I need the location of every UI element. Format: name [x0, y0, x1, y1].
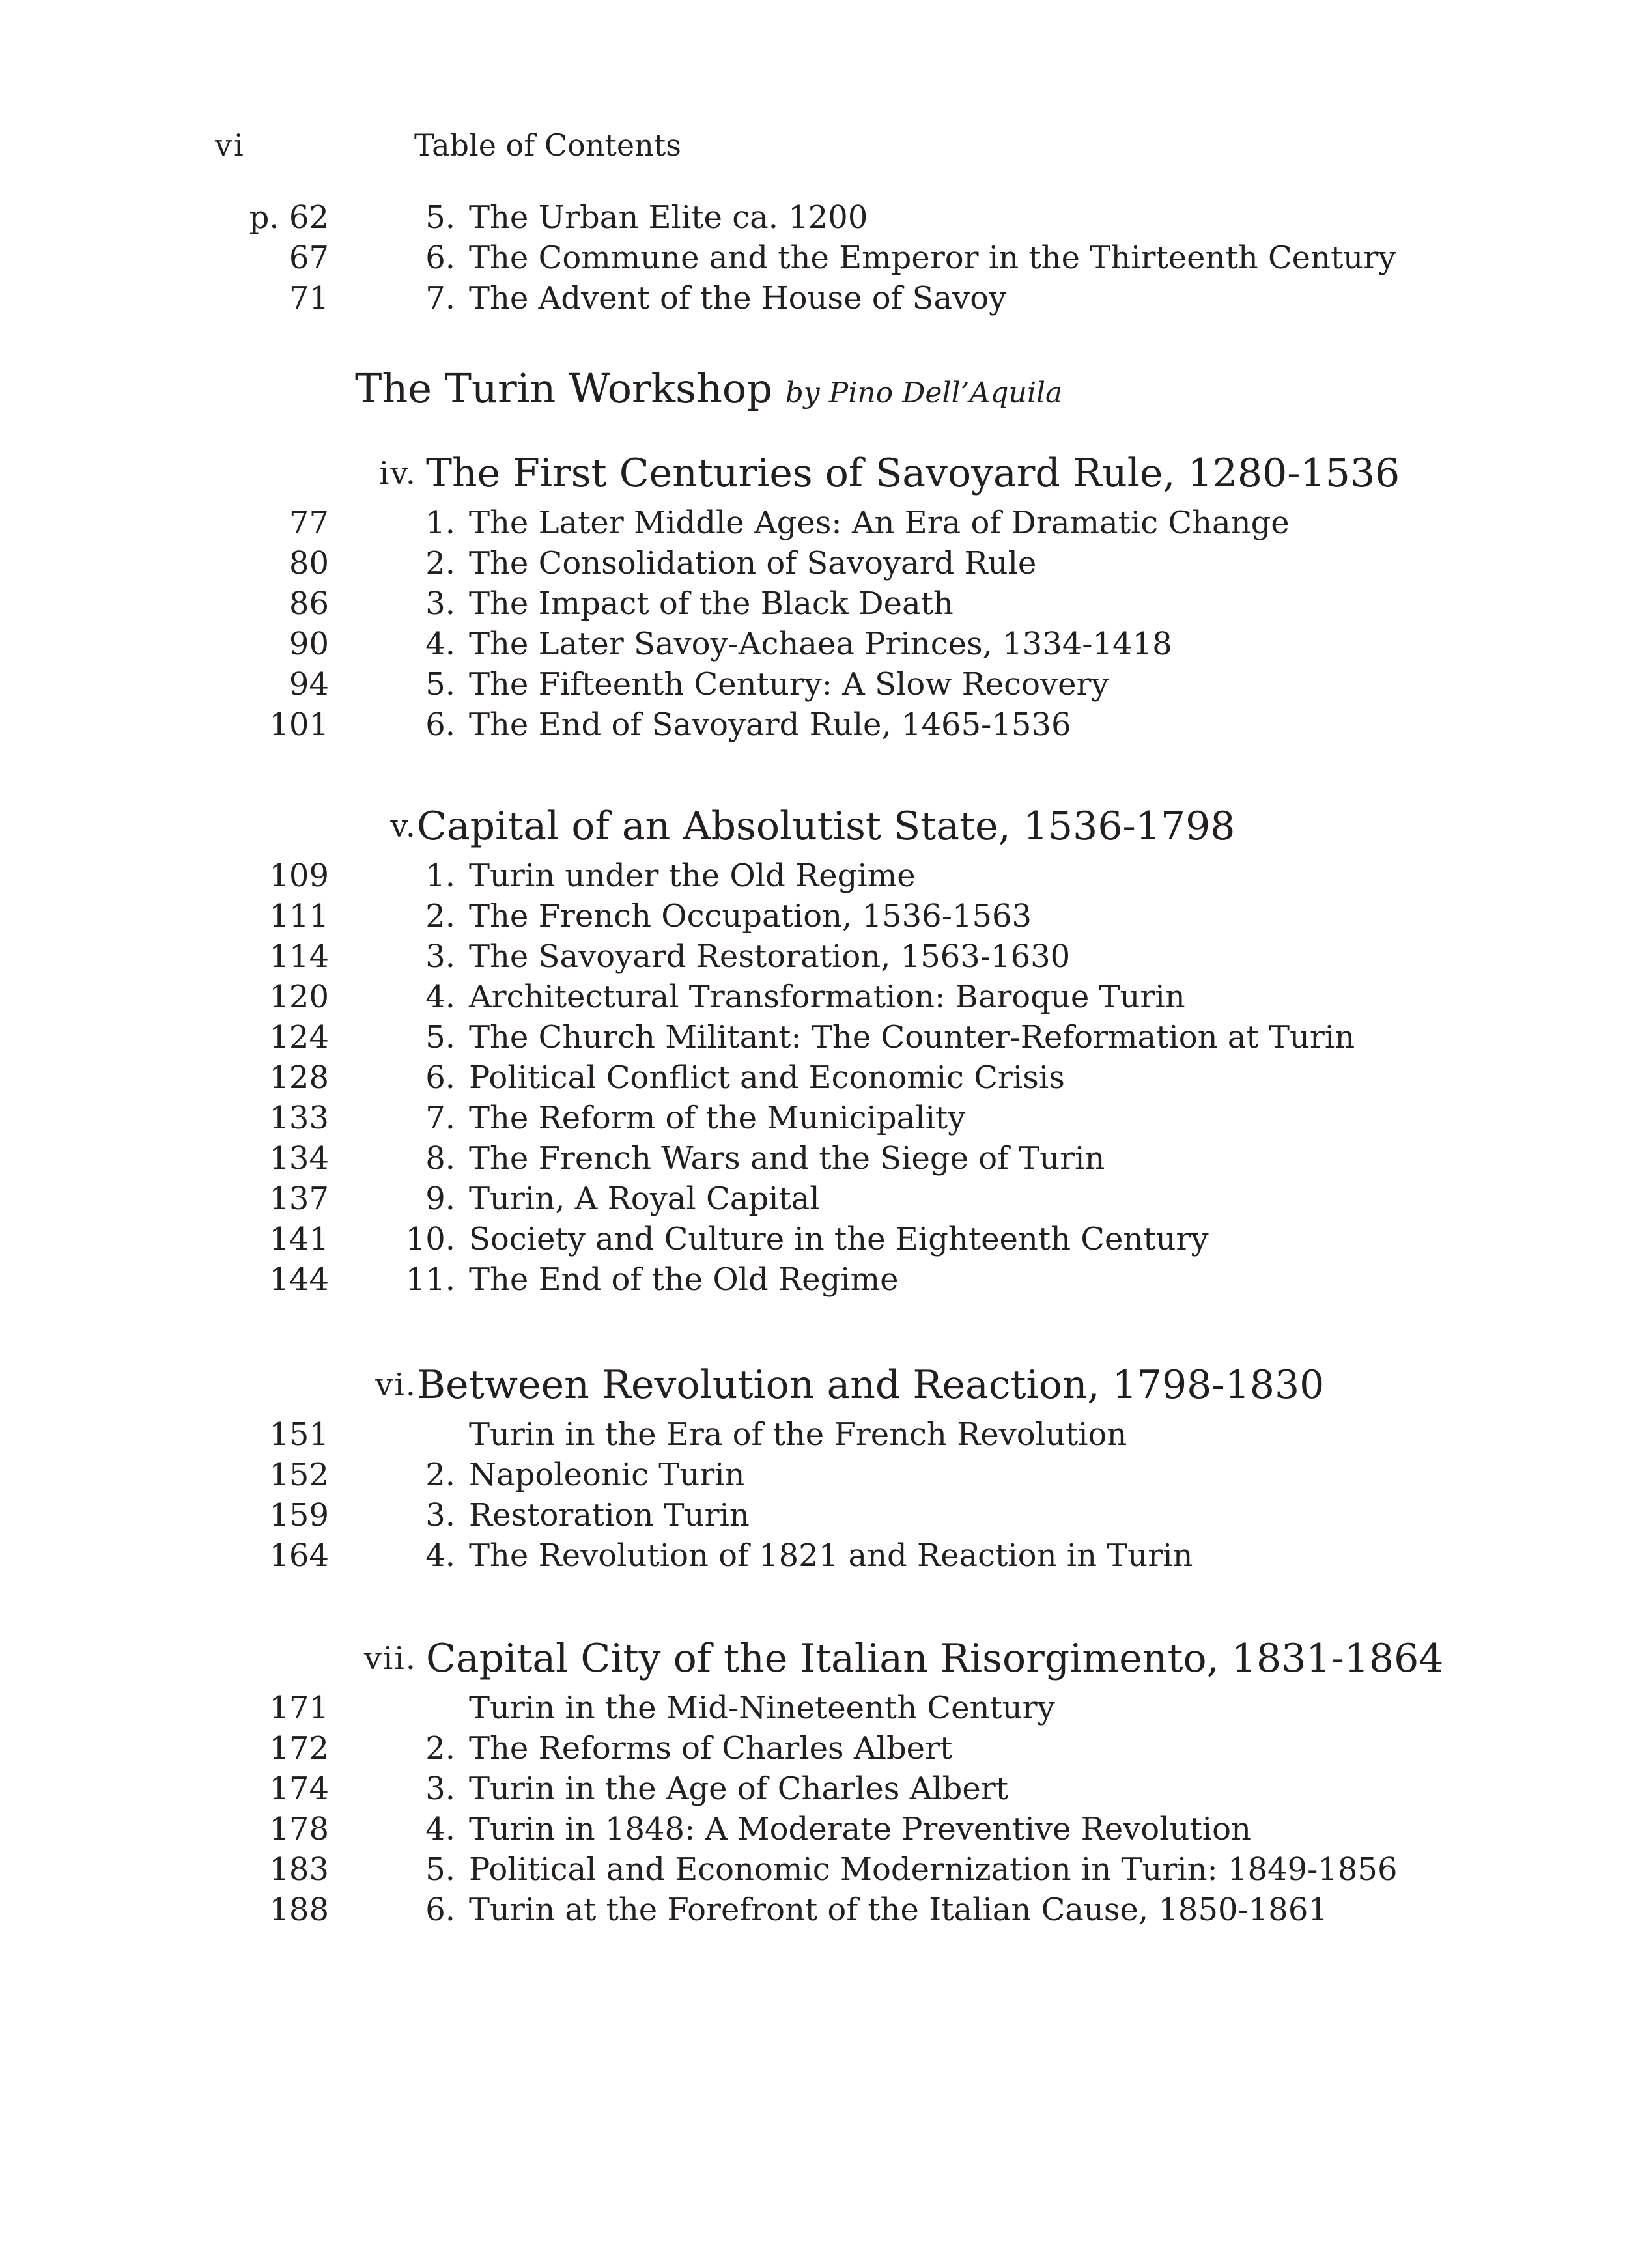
toc-entry [0, 1455, 1625, 1495]
entry-page: 151 [269, 1416, 329, 1453]
entry-page: 109 [269, 858, 329, 894]
entry-title: The Savoyard Restoration, 1563-1630 [469, 938, 1071, 975]
entry-title: The French Wars and the Siege of Turin [469, 1140, 1105, 1177]
entry-page: 77 [289, 505, 329, 541]
entry-page: 114 [269, 938, 329, 975]
entry-page: 67 [289, 240, 329, 276]
toc-entry [0, 936, 1625, 977]
entry-number: 11. [405, 1261, 455, 1298]
entry-page: 137 [269, 1181, 329, 1217]
entry-page: 80 [289, 545, 329, 581]
entry-number: 3. [425, 1497, 455, 1533]
entry-title: Architectural Transformation: Baroque Turin [469, 979, 1185, 1015]
entry-page: 90 [289, 626, 329, 662]
top-entries [0, 197, 1625, 318]
entry-number: 3. [425, 1771, 455, 1807]
entry-number: 6. [425, 240, 455, 276]
chapter-heading [0, 1356, 1625, 1414]
entry-title: The End of Savoyard Rule, 1465-1536 [469, 707, 1071, 743]
chapter-title: Capital City of the Italian Risorgimento, 1831-1864 [426, 1636, 1444, 1681]
toc-entry [0, 1688, 1625, 1728]
toc-entry [0, 1890, 1625, 1930]
toc-entry [0, 977, 1625, 1017]
entry-title: The Later Middle Ages: An Era of Dramatic Change [469, 505, 1290, 541]
entry-title: Turin in the Era of the French Revolution [469, 1416, 1127, 1453]
chapter-vi [0, 1356, 1625, 1576]
entry-number: 7. [425, 280, 455, 316]
chapter-roman: vii. [363, 1640, 417, 1677]
entry-number: 6. [425, 707, 455, 743]
toc-entry [0, 624, 1625, 664]
entry-page: 133 [269, 1100, 329, 1136]
entry-page: 171 [269, 1690, 329, 1726]
chapter-roman: v. [390, 808, 417, 845]
chapter-roman: vi. [375, 1367, 417, 1403]
entry-title: Political and Economic Modernization in Turin: 1849-1856 [469, 1851, 1398, 1888]
entry-page: 172 [269, 1730, 329, 1767]
toc-entry [0, 664, 1625, 705]
entry-page: 144 [269, 1261, 329, 1298]
entry-title: The Fifteenth Century: A Slow Recovery [469, 666, 1109, 703]
entry-title: Society and Culture in the Eighteenth Century [469, 1221, 1209, 1257]
chapter-heading [0, 1629, 1625, 1688]
entry-title: The Church Militant: The Counter-Reformation at Turin [469, 1019, 1355, 1056]
entry-number: 10. [405, 1221, 455, 1257]
chapter-title: Between Revolution and Reaction, 1798-1830 [417, 1362, 1325, 1408]
toc-entry [0, 896, 1625, 936]
entry-number: 5. [425, 1019, 455, 1056]
entry-number: 9. [425, 1181, 455, 1217]
entry-number: 6. [425, 1059, 455, 1096]
entry-number: 4. [425, 626, 455, 662]
entry-title: The French Occupation, 1536-1563 [469, 898, 1032, 934]
section-heading-workshop [355, 365, 1062, 412]
toc-entry [0, 1809, 1625, 1849]
entry-number: 2. [425, 545, 455, 581]
workshop-byline: by Pino Dell’Aquila [785, 376, 1063, 410]
entry-page: 174 [269, 1771, 329, 1807]
entry-page: 183 [269, 1851, 329, 1888]
toc-entry [0, 1535, 1625, 1576]
entry-page: 178 [269, 1811, 329, 1847]
toc-entry [0, 503, 1625, 543]
toc-entry [0, 1017, 1625, 1057]
entry-title: Political Conflict and Economic Crisis [469, 1059, 1065, 1096]
toc-entry [0, 583, 1625, 624]
entry-title: The Reforms of Charles Albert [469, 1730, 953, 1767]
entry-number: 1. [425, 505, 455, 541]
toc-entry [0, 278, 1625, 318]
chapter-roman: iv. [378, 455, 417, 492]
entry-page: 141 [269, 1221, 329, 1257]
entry-title: Restoration Turin [469, 1497, 750, 1533]
entry-page: 111 [269, 898, 329, 934]
entry-page: 124 [269, 1019, 329, 1056]
entry-number: 4. [425, 979, 455, 1015]
entry-page: 159 [269, 1497, 329, 1533]
toc-entry [0, 238, 1625, 278]
entry-title: Turin in the Mid-Nineteenth Century [469, 1690, 1055, 1726]
toc-entry [0, 1098, 1625, 1138]
toc-entry [0, 1769, 1625, 1809]
entry-number: 5. [425, 666, 455, 703]
toc-entry [0, 1259, 1625, 1300]
entry-number: 2. [425, 1457, 455, 1493]
entry-number: 4. [425, 1537, 455, 1574]
entry-title: The Revolution of 1821 and Reaction in Turin [469, 1537, 1193, 1574]
entry-title: The Advent of the House of Savoy [469, 280, 1007, 316]
folio: vi [215, 128, 246, 163]
entry-title: Turin, A Royal Capital [469, 1181, 820, 1217]
entry-title: The Reform of the Municipality [469, 1100, 966, 1136]
chapter-iv [0, 444, 1625, 745]
workshop-title: The Turin Workshop [355, 365, 772, 412]
entry-title: Turin under the Old Regime [469, 858, 916, 894]
chapter-title: Capital of an Absolutist State, 1536-1798 [417, 804, 1236, 849]
toc-entry [0, 1728, 1625, 1769]
toc-entry [0, 1179, 1625, 1219]
entry-page: 152 [269, 1457, 329, 1493]
entry-number: 8. [425, 1140, 455, 1177]
toc-entry [0, 197, 1625, 238]
toc-entry [0, 1057, 1625, 1098]
entry-page: 128 [269, 1059, 329, 1096]
entry-title: The End of the Old Regime [469, 1261, 899, 1298]
toc-entry [0, 1495, 1625, 1535]
entry-page: 120 [269, 979, 329, 1015]
chapter-v [0, 797, 1625, 1300]
entry-page: 164 [269, 1537, 329, 1574]
chapter-heading [0, 797, 1625, 856]
entry-page: 134 [269, 1140, 329, 1177]
toc-entry [0, 543, 1625, 583]
entry-page: 94 [289, 666, 329, 703]
entry-title: Turin at the Forefront of the Italian Cause, 1850-1861 [469, 1892, 1328, 1928]
toc-entry [0, 1414, 1625, 1455]
entry-number: 4. [425, 1811, 455, 1847]
entry-title: The Later Savoy-Achaea Princes, 1334-1418 [469, 626, 1172, 662]
entry-page: 101 [269, 707, 329, 743]
entry-title: Turin in 1848: A Moderate Preventive Revolution [469, 1811, 1251, 1847]
entry-number: 7. [425, 1100, 455, 1136]
entry-number: 5. [425, 1851, 455, 1888]
chapter-title: The First Centuries of Savoyard Rule, 1280-1536 [426, 451, 1400, 496]
toc-entry [0, 1219, 1625, 1259]
entry-page: 86 [289, 585, 329, 622]
entry-number: 3. [425, 585, 455, 622]
chapter-vii [0, 1629, 1625, 1930]
entry-number: 2. [425, 1730, 455, 1767]
entry-number: 1. [425, 858, 455, 894]
entry-number: 5. [425, 199, 455, 236]
entry-title: The Impact of the Black Death [469, 585, 954, 622]
entry-title: Turin in the Age of Charles Albert [469, 1771, 1008, 1807]
entry-page: 188 [269, 1892, 329, 1928]
entry-title: The Urban Elite ca. 1200 [469, 199, 868, 236]
entry-page: p. 62 [249, 199, 329, 236]
entry-page: 71 [289, 280, 329, 316]
toc-entry [0, 1849, 1625, 1890]
entry-number: 6. [425, 1892, 455, 1928]
chapter-heading [0, 444, 1625, 503]
running-head: Table of Contents [414, 128, 681, 163]
toc-entry [0, 705, 1625, 745]
toc-entry [0, 856, 1625, 896]
toc-entry [0, 1138, 1625, 1179]
entry-number: 3. [425, 938, 455, 975]
entry-title: The Consolidation of Savoyard Rule [469, 545, 1037, 581]
entry-title: The Commune and the Emperor in the Thirteenth Century [469, 240, 1396, 276]
entry-number: 2. [425, 898, 455, 934]
entry-title: Napoleonic Turin [469, 1457, 745, 1493]
